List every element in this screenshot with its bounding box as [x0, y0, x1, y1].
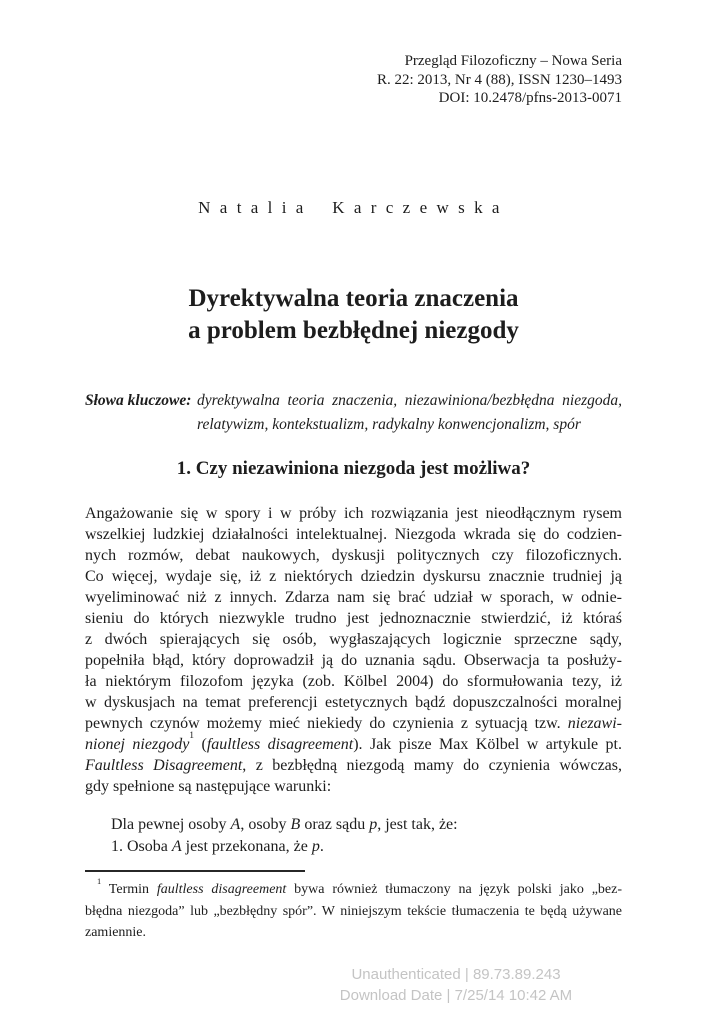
body-line: wszelkiej ludzkiej działalności intelektualnej. Niezgoda wkrada się do codzien- — [85, 526, 622, 543]
keywords-line: dyrektywalna teoria znaczenia, niezawiniona/bezbłędna niezgoda, — [197, 392, 622, 409]
body-line: popełniła błąd, który doprowadził ją do uznania sądu. Obserwacja ta posłuży- — [85, 652, 622, 669]
body-line: Co więcej, wydaje się, iż z niektórych dziedzin dyskursu znacznie trudniej ją — [85, 568, 622, 585]
article-title — [85, 283, 622, 347]
watermark-line-2: Download Date | 7/25/14 10:42 AM — [339, 987, 573, 1004]
footnote-marker: 1 — [97, 876, 102, 886]
body-line: Angażowanie się w spory i w próby ich rozwiązania jest nieodłącznym rysem — [85, 505, 622, 522]
body-line: ła niektórym filozofom języka (zob. Kölbel 2004) do sformułowania tezy, iż — [85, 673, 622, 690]
keywords-line: relatywizm, kontekstualizm, radykalny konwencjonalizm, spór — [197, 416, 581, 433]
definition-line: 1. Osoba A jest przekonana, że p. — [111, 837, 324, 855]
definition-block — [85, 814, 622, 857]
definition-line: Dla pewnej osoby A, osoby B oraz sądu p, jest tak, że: — [111, 816, 458, 833]
keywords-label: Słowa kluczowe: — [85, 392, 192, 409]
author-name: Natalia Karczewska — [198, 198, 509, 217]
journal-doi: DOI: 10.2478/pfns-2013-0071 — [438, 90, 622, 106]
body-line: wyeliminować niż z innych. Zdarza nam się brać udział w sporach, w odnie- — [85, 589, 622, 606]
body-line: nych rozmów, debat naukowych, dyskusji politycznych czy filozoficznych. — [85, 547, 622, 564]
footnote-marker: 1 — [189, 730, 195, 742]
watermark-line-1: Unauthenticated | 89.73.89.243 — [351, 966, 561, 983]
journal-name: Przegląd Filozoficzny – Nowa Seria — [404, 53, 622, 69]
article-title-line-1: Dyrektywalna teoria znaczenia — [188, 285, 519, 312]
footnote-separator — [85, 870, 305, 872]
body-line: gdy spełnione są następujące warunki: — [85, 778, 332, 795]
body-line: z dwóch spierających się osób, wygłaszających logicznie sprzeczne sądy, — [85, 631, 622, 648]
body-line: Faultless Disagreement, z bezbłędną niezgodą mamy do czynienia wówczas, — [85, 757, 623, 774]
keywords-block — [85, 389, 622, 437]
footnote — [85, 876, 623, 944]
journal-header — [85, 52, 622, 108]
footnote-line: $^1$ Termin faultless disagreement bywa również tłumaczony na język polski jako „bez- — [97, 876, 623, 897]
watermark — [256, 964, 656, 1006]
footnote-line: błędna niezgoda” lub „bezbłędny spór”. W niniejszym tekście tłumaczenia te będą używane — [85, 903, 622, 919]
article-title-line-2: a problem bezbłędnej niezgody — [188, 317, 519, 344]
body-line: w dyskusjach na temat preferencji estetycznych bądź dopuszczalności moralnej — [85, 694, 622, 711]
body-line: nionej niezgody$^1$ (faultless disagreement). Jak pisze Max Kölbel w artykule pt. — [85, 730, 622, 753]
section-heading: 1. Czy niezawiniona niezgoda jest możliwa? — [176, 458, 531, 479]
body-paragraph — [85, 503, 622, 797]
body-line: sieniu do których niezwykle trudno jest jednoznacznie stwierdzić, iż któraś — [85, 610, 622, 627]
body-line: pewnych czynów możemy mieć niekiedy do czynienia z sytuacją tzw. niezawi- — [85, 715, 622, 732]
journal-issue-issn: R. 22: 2013, Nr 4 (88), ISSN 1230–1493 — [376, 71, 622, 88]
keywords-text — [197, 389, 622, 437]
footnote-line: zamiennie. — [85, 925, 147, 941]
